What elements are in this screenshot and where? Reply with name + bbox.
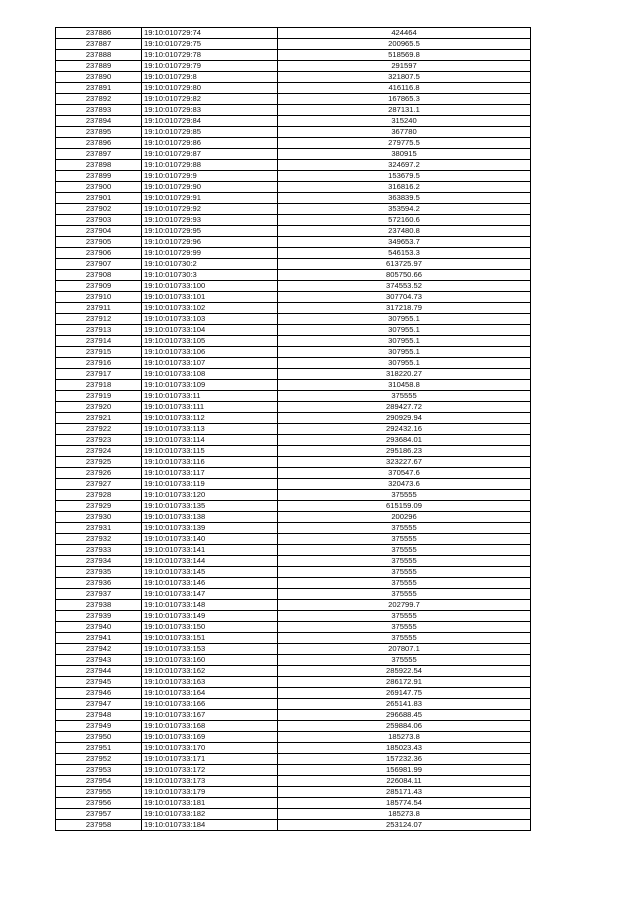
- value-cell: 424464: [278, 28, 531, 39]
- cadastral-number-cell: 19:10:010729:75: [142, 39, 278, 50]
- cadastral-number-cell: 19:10:010733:107: [142, 358, 278, 369]
- table-row: [56, 380, 531, 391]
- table-row: [56, 457, 531, 468]
- value-cell: 307704.73: [278, 292, 531, 303]
- cadastral-number-cell: 19:10:010733:104: [142, 325, 278, 336]
- cadastral-number-cell: 19:10:010729:91: [142, 193, 278, 204]
- value-cell: 291597: [278, 61, 531, 72]
- cadastral-number-cell: 19:10:010733:171: [142, 754, 278, 765]
- value-cell: 289427.72: [278, 402, 531, 413]
- cadastral-number-cell: 19:10:010733:148: [142, 600, 278, 611]
- table-row: [56, 677, 531, 688]
- table-row: [56, 270, 531, 281]
- row-id-cell: 237921: [56, 413, 142, 424]
- cadastral-number-cell: 19:10:010733:141: [142, 545, 278, 556]
- cadastral-number-cell: 19:10:010730:2: [142, 259, 278, 270]
- row-id-cell: 237938: [56, 600, 142, 611]
- row-id-cell: 237949: [56, 721, 142, 732]
- value-cell: 324697.2: [278, 160, 531, 171]
- value-cell: 353594.2: [278, 204, 531, 215]
- value-cell: 269147.75: [278, 688, 531, 699]
- cadastral-number-cell: 19:10:010733:115: [142, 446, 278, 457]
- cadastral-number-cell: 19:10:010733:167: [142, 710, 278, 721]
- table-row: [56, 83, 531, 94]
- table-row: [56, 215, 531, 226]
- table-row: [56, 94, 531, 105]
- table-row: [56, 688, 531, 699]
- value-cell: 518569.8: [278, 50, 531, 61]
- cadastral-number-cell: 19:10:010733:168: [142, 721, 278, 732]
- cadastral-number-cell: 19:10:010733:163: [142, 677, 278, 688]
- row-id-cell: 237908: [56, 270, 142, 281]
- value-cell: 320473.6: [278, 479, 531, 490]
- table-row: [56, 248, 531, 259]
- cadastral-number-cell: 19:10:010729:78: [142, 50, 278, 61]
- cadastral-number-cell: 19:10:010733:119: [142, 479, 278, 490]
- cadastral-number-cell: 19:10:010729:83: [142, 105, 278, 116]
- cadastral-number-cell: 19:10:010730:3: [142, 270, 278, 281]
- row-id-cell: 237887: [56, 39, 142, 50]
- cadastral-number-cell: 19:10:010729:82: [142, 94, 278, 105]
- row-id-cell: 237927: [56, 479, 142, 490]
- table-row: [56, 754, 531, 765]
- row-id-cell: 237946: [56, 688, 142, 699]
- table-row: [56, 567, 531, 578]
- table-row: [56, 105, 531, 116]
- row-id-cell: 237957: [56, 809, 142, 820]
- value-cell: 259884.06: [278, 721, 531, 732]
- cadastral-number-cell: 19:10:010733:11: [142, 391, 278, 402]
- cadastral-number-cell: 19:10:010733:139: [142, 523, 278, 534]
- row-id-cell: 237910: [56, 292, 142, 303]
- table-row: [56, 391, 531, 402]
- table-row: [56, 545, 531, 556]
- row-id-cell: 237893: [56, 105, 142, 116]
- cadastral-number-cell: 19:10:010733:145: [142, 567, 278, 578]
- value-cell: 296688.45: [278, 710, 531, 721]
- row-id-cell: 237953: [56, 765, 142, 776]
- table-row: [56, 424, 531, 435]
- cadastral-number-cell: 19:10:010733:138: [142, 512, 278, 523]
- cadastral-number-cell: 19:10:010733:179: [142, 787, 278, 798]
- cadastral-number-cell: 19:10:010729:80: [142, 83, 278, 94]
- row-id-cell: 237923: [56, 435, 142, 446]
- value-cell: 285922.54: [278, 666, 531, 677]
- table-row: [56, 710, 531, 721]
- row-id-cell: 237892: [56, 94, 142, 105]
- table-row: [56, 534, 531, 545]
- cadastral-number-cell: 19:10:010733:184: [142, 820, 278, 831]
- table-body: [56, 28, 531, 831]
- row-id-cell: 237952: [56, 754, 142, 765]
- row-id-cell: 237896: [56, 138, 142, 149]
- row-id-cell: 237889: [56, 61, 142, 72]
- cadastral-number-cell: 19:10:010733:100: [142, 281, 278, 292]
- table-row: [56, 611, 531, 622]
- value-cell: 370547.6: [278, 468, 531, 479]
- table-row: [56, 765, 531, 776]
- table-row: [56, 501, 531, 512]
- row-id-cell: 237891: [56, 83, 142, 94]
- row-id-cell: 237920: [56, 402, 142, 413]
- row-id-cell: 237918: [56, 380, 142, 391]
- value-cell: 374553.52: [278, 281, 531, 292]
- row-id-cell: 237926: [56, 468, 142, 479]
- row-id-cell: 237958: [56, 820, 142, 831]
- cadastral-number-cell: 19:10:010733:103: [142, 314, 278, 325]
- row-id-cell: 237903: [56, 215, 142, 226]
- row-id-cell: 237902: [56, 204, 142, 215]
- value-cell: 375555: [278, 567, 531, 578]
- cadastral-number-cell: 19:10:010733:147: [142, 589, 278, 600]
- table-row: [56, 369, 531, 380]
- row-id-cell: 237895: [56, 127, 142, 138]
- row-id-cell: 237929: [56, 501, 142, 512]
- row-id-cell: 237925: [56, 457, 142, 468]
- value-cell: 546153.3: [278, 248, 531, 259]
- row-id-cell: 237886: [56, 28, 142, 39]
- row-id-cell: 237919: [56, 391, 142, 402]
- table-row: [56, 479, 531, 490]
- value-cell: 363839.5: [278, 193, 531, 204]
- row-id-cell: 237933: [56, 545, 142, 556]
- cadastral-number-cell: 19:10:010733:181: [142, 798, 278, 809]
- row-id-cell: 237907: [56, 259, 142, 270]
- cadastral-number-cell: 19:10:010733:162: [142, 666, 278, 677]
- value-cell: 375555: [278, 490, 531, 501]
- cadastral-number-cell: 19:10:010729:88: [142, 160, 278, 171]
- row-id-cell: 237935: [56, 567, 142, 578]
- table-row: [56, 666, 531, 677]
- value-cell: 286172.91: [278, 677, 531, 688]
- value-cell: 295186.23: [278, 446, 531, 457]
- table-row: [56, 72, 531, 83]
- value-cell: 237480.8: [278, 226, 531, 237]
- value-cell: 307955.1: [278, 325, 531, 336]
- value-cell: 375555: [278, 545, 531, 556]
- value-cell: 253124.07: [278, 820, 531, 831]
- cadastral-number-cell: 19:10:010733:135: [142, 501, 278, 512]
- row-id-cell: 237916: [56, 358, 142, 369]
- table-row: [56, 820, 531, 831]
- value-cell: 375555: [278, 633, 531, 644]
- table-row: [56, 413, 531, 424]
- table-row: [56, 633, 531, 644]
- data-table: [55, 27, 531, 831]
- row-id-cell: 237894: [56, 116, 142, 127]
- value-cell: 416116.8: [278, 83, 531, 94]
- row-id-cell: 237901: [56, 193, 142, 204]
- cadastral-number-cell: 19:10:010729:9: [142, 171, 278, 182]
- table-row: [56, 138, 531, 149]
- row-id-cell: 237954: [56, 776, 142, 787]
- value-cell: 307955.1: [278, 336, 531, 347]
- table-row: [56, 204, 531, 215]
- cadastral-number-cell: 19:10:010733:173: [142, 776, 278, 787]
- row-id-cell: 237947: [56, 699, 142, 710]
- row-id-cell: 237928: [56, 490, 142, 501]
- value-cell: 375555: [278, 556, 531, 567]
- table-row: [56, 314, 531, 325]
- table-row: [56, 732, 531, 743]
- row-id-cell: 237941: [56, 633, 142, 644]
- row-id-cell: 237888: [56, 50, 142, 61]
- table-row: [56, 468, 531, 479]
- cadastral-number-cell: 19:10:010729:90: [142, 182, 278, 193]
- row-id-cell: 237930: [56, 512, 142, 523]
- value-cell: 185273.8: [278, 732, 531, 743]
- row-id-cell: 237914: [56, 336, 142, 347]
- row-id-cell: 237934: [56, 556, 142, 567]
- cadastral-number-cell: 19:10:010729:93: [142, 215, 278, 226]
- cadastral-number-cell: 19:10:010733:112: [142, 413, 278, 424]
- value-cell: 307955.1: [278, 347, 531, 358]
- value-cell: 375555: [278, 523, 531, 534]
- value-cell: 316816.2: [278, 182, 531, 193]
- cadastral-number-cell: 19:10:010729:96: [142, 237, 278, 248]
- table-row: [56, 182, 531, 193]
- value-cell: 375555: [278, 611, 531, 622]
- table-row: [56, 644, 531, 655]
- value-cell: 200296: [278, 512, 531, 523]
- cadastral-number-cell: 19:10:010733:164: [142, 688, 278, 699]
- table-row: [56, 171, 531, 182]
- table-row: [56, 402, 531, 413]
- row-id-cell: 237898: [56, 160, 142, 171]
- row-id-cell: 237940: [56, 622, 142, 633]
- row-id-cell: 237950: [56, 732, 142, 743]
- value-cell: 380915: [278, 149, 531, 160]
- value-cell: 167865.3: [278, 94, 531, 105]
- table-row: [56, 655, 531, 666]
- row-id-cell: 237890: [56, 72, 142, 83]
- table-row: [56, 776, 531, 787]
- row-id-cell: 237900: [56, 182, 142, 193]
- table-row: [56, 490, 531, 501]
- cadastral-number-cell: 19:10:010733:151: [142, 633, 278, 644]
- table-row: [56, 435, 531, 446]
- cadastral-number-cell: 19:10:010729:99: [142, 248, 278, 259]
- value-cell: 290929.94: [278, 413, 531, 424]
- row-id-cell: 237906: [56, 248, 142, 259]
- value-cell: 323227.67: [278, 457, 531, 468]
- value-cell: 375555: [278, 655, 531, 666]
- table-row: [56, 61, 531, 72]
- row-id-cell: 237904: [56, 226, 142, 237]
- table-row: [56, 303, 531, 314]
- row-id-cell: 237909: [56, 281, 142, 292]
- row-id-cell: 237911: [56, 303, 142, 314]
- row-id-cell: 237944: [56, 666, 142, 677]
- table-row: [56, 787, 531, 798]
- row-id-cell: 237932: [56, 534, 142, 545]
- value-cell: 293684.01: [278, 435, 531, 446]
- table-row: [56, 622, 531, 633]
- cadastral-number-cell: 19:10:010729:87: [142, 149, 278, 160]
- cadastral-number-cell: 19:10:010729:84: [142, 116, 278, 127]
- table-row: [56, 347, 531, 358]
- table-row: [56, 39, 531, 50]
- table-row: [56, 50, 531, 61]
- table-row: [56, 127, 531, 138]
- value-cell: 805750.66: [278, 270, 531, 281]
- table-row: [56, 281, 531, 292]
- row-id-cell: 237943: [56, 655, 142, 666]
- row-id-cell: 237942: [56, 644, 142, 655]
- cadastral-number-cell: 19:10:010733:140: [142, 534, 278, 545]
- value-cell: 285171.43: [278, 787, 531, 798]
- table-row: [56, 226, 531, 237]
- value-cell: 315240: [278, 116, 531, 127]
- row-id-cell: 237912: [56, 314, 142, 325]
- cadastral-number-cell: 19:10:010733:109: [142, 380, 278, 391]
- cadastral-number-cell: 19:10:010733:153: [142, 644, 278, 655]
- cadastral-number-cell: 19:10:010729:85: [142, 127, 278, 138]
- cadastral-number-cell: 19:10:010733:116: [142, 457, 278, 468]
- cadastral-number-cell: 19:10:010733:120: [142, 490, 278, 501]
- cadastral-number-cell: 19:10:010733:149: [142, 611, 278, 622]
- value-cell: 185774.54: [278, 798, 531, 809]
- value-cell: 292432.16: [278, 424, 531, 435]
- row-id-cell: 237939: [56, 611, 142, 622]
- cadastral-number-cell: 19:10:010733:108: [142, 369, 278, 380]
- cadastral-number-cell: 19:10:010733:169: [142, 732, 278, 743]
- cadastral-number-cell: 19:10:010733:146: [142, 578, 278, 589]
- cadastral-number-cell: 19:10:010733:150: [142, 622, 278, 633]
- value-cell: 265141.83: [278, 699, 531, 710]
- row-id-cell: 237917: [56, 369, 142, 380]
- value-cell: 226084.11: [278, 776, 531, 787]
- value-cell: 279775.5: [278, 138, 531, 149]
- table-row: [56, 721, 531, 732]
- value-cell: 185273.8: [278, 809, 531, 820]
- cadastral-number-cell: 19:10:010733:144: [142, 556, 278, 567]
- table-row: [56, 512, 531, 523]
- row-id-cell: 237956: [56, 798, 142, 809]
- row-id-cell: 237937: [56, 589, 142, 600]
- cadastral-number-cell: 19:10:010733:111: [142, 402, 278, 413]
- value-cell: 202799.7: [278, 600, 531, 611]
- cadastral-number-cell: 19:10:010733:170: [142, 743, 278, 754]
- value-cell: 375555: [278, 391, 531, 402]
- table-row: [56, 600, 531, 611]
- cadastral-number-cell: 19:10:010729:92: [142, 204, 278, 215]
- value-cell: 375555: [278, 622, 531, 633]
- cadastral-number-cell: 19:10:010733:160: [142, 655, 278, 666]
- row-id-cell: 237897: [56, 149, 142, 160]
- value-cell: 307955.1: [278, 358, 531, 369]
- table-row: [56, 292, 531, 303]
- cadastral-number-cell: 19:10:010733:182: [142, 809, 278, 820]
- row-id-cell: 237955: [56, 787, 142, 798]
- value-cell: 207807.1: [278, 644, 531, 655]
- table-row: [56, 578, 531, 589]
- table-row: [56, 556, 531, 567]
- table-row: [56, 28, 531, 39]
- value-cell: 375555: [278, 534, 531, 545]
- cadastral-number-cell: 19:10:010729:74: [142, 28, 278, 39]
- cadastral-number-cell: 19:10:010729:79: [142, 61, 278, 72]
- value-cell: 156981.99: [278, 765, 531, 776]
- row-id-cell: 237936: [56, 578, 142, 589]
- row-id-cell: 237931: [56, 523, 142, 534]
- cadastral-number-cell: 19:10:010733:106: [142, 347, 278, 358]
- value-cell: 367780: [278, 127, 531, 138]
- cadastral-number-cell: 19:10:010733:114: [142, 435, 278, 446]
- table-row: [56, 325, 531, 336]
- row-id-cell: 237948: [56, 710, 142, 721]
- table-row: [56, 160, 531, 171]
- value-cell: 287131.1: [278, 105, 531, 116]
- value-cell: 613725.97: [278, 259, 531, 270]
- cadastral-number-cell: 19:10:010733:105: [142, 336, 278, 347]
- row-id-cell: 237945: [56, 677, 142, 688]
- table-row: [56, 149, 531, 160]
- row-id-cell: 237899: [56, 171, 142, 182]
- value-cell: 200965.5: [278, 39, 531, 50]
- table-row: [56, 743, 531, 754]
- value-cell: 375555: [278, 578, 531, 589]
- value-cell: 321807.5: [278, 72, 531, 83]
- cadastral-number-cell: 19:10:010729:95: [142, 226, 278, 237]
- value-cell: 375555: [278, 589, 531, 600]
- cadastral-number-cell: 19:10:010733:102: [142, 303, 278, 314]
- value-cell: 318220.27: [278, 369, 531, 380]
- cadastral-number-cell: 19:10:010729:8: [142, 72, 278, 83]
- table-row: [56, 336, 531, 347]
- value-cell: 310458.8: [278, 380, 531, 391]
- cadastral-number-cell: 19:10:010733:166: [142, 699, 278, 710]
- value-cell: 349653.7: [278, 237, 531, 248]
- value-cell: 185023.43: [278, 743, 531, 754]
- cadastral-number-cell: 19:10:010729:86: [142, 138, 278, 149]
- table-row: [56, 809, 531, 820]
- table-row: [56, 798, 531, 809]
- value-cell: 615159.09: [278, 501, 531, 512]
- cadastral-number-cell: 19:10:010733:172: [142, 765, 278, 776]
- table-row: [56, 259, 531, 270]
- value-cell: 307955.1: [278, 314, 531, 325]
- value-cell: 157232.36: [278, 754, 531, 765]
- value-cell: 153679.5: [278, 171, 531, 182]
- table-row: [56, 237, 531, 248]
- table-row: [56, 358, 531, 369]
- table-row: [56, 589, 531, 600]
- cadastral-number-cell: 19:10:010733:101: [142, 292, 278, 303]
- row-id-cell: 237913: [56, 325, 142, 336]
- table-row: [56, 446, 531, 457]
- row-id-cell: 237924: [56, 446, 142, 457]
- row-id-cell: 237915: [56, 347, 142, 358]
- table-row: [56, 523, 531, 534]
- value-cell: 572160.6: [278, 215, 531, 226]
- cadastral-number-cell: 19:10:010733:117: [142, 468, 278, 479]
- value-cell: 317218.79: [278, 303, 531, 314]
- row-id-cell: 237905: [56, 237, 142, 248]
- row-id-cell: 237922: [56, 424, 142, 435]
- table-row: [56, 116, 531, 127]
- row-id-cell: 237951: [56, 743, 142, 754]
- table-row: [56, 699, 531, 710]
- cadastral-number-cell: 19:10:010733:113: [142, 424, 278, 435]
- table-row: [56, 193, 531, 204]
